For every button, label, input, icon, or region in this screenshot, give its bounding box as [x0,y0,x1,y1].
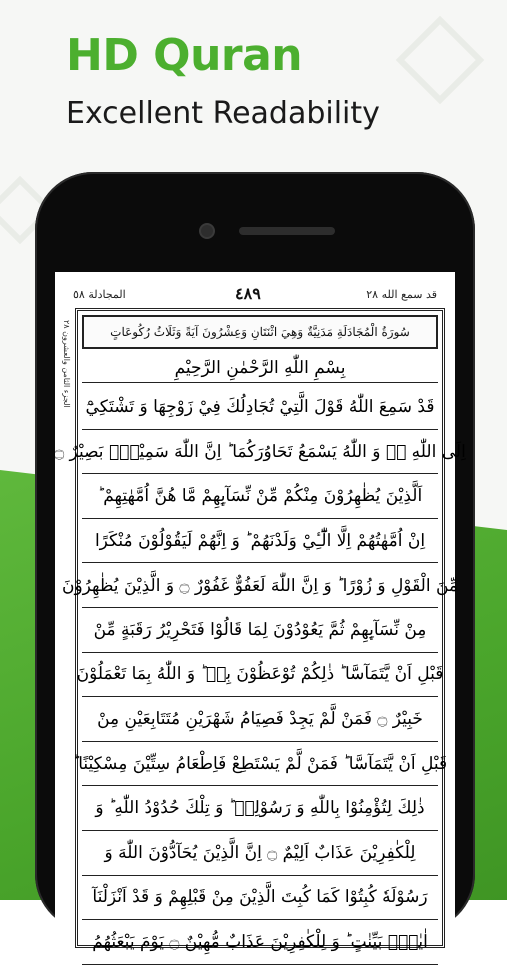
verse-line: قَبْلِ اَنْ يَّتَمَآسَّا ؕ فَمَنْ لَّمْ يَسْتَطِعْ فَاِطْعَامُ سِتِّيْنَ مِسْكِيْنًا ؕ [82,742,438,787]
camera-dot [199,223,215,239]
verse-lines [54,385,466,965]
verse-line: اِنْ اُمَّهٰتُهُمْ اِلَّا الّٰٓـِٔيْ وَلَدْنَهُمْ ؕ وَ اِنَّهُمْ لَيَقُوْلُوْنَ مُنْكَرًا [82,519,438,564]
surah-title-box: سُورَةُ الْمُجَادَلَةِ مَدَنِيَّةٌ وَهِيَ اثْنَتَانِ وَعِشْرُونَ آيَةً وَثَلَاثُ رُكُوعَاتٍ [82,315,438,349]
page-number: ٤٨٩ [235,284,261,303]
speaker-grille [239,227,335,235]
surah-name-label: المجادلة ٥٨ [73,288,126,301]
verse-line: اَلَّذِيْنَ يُظٰهِرُوْنَ مِنْكُمْ مِّنْ نِّسَآىِٕهِمْ مَّا هُنَّ اُمَّهٰتِهِمْ ؕ [82,474,438,519]
verse-line: ذٰلِكَ لِتُؤْمِنُوْا بِاللّٰهِ وَ رَسُوْلِهٖ ؕ وَ تِلْكَ حُدُوْدُ اللّٰهِ ؕ وَ [82,786,438,831]
hero-title: HD Quran [66,30,303,81]
verse-line: قَدْ سَمِعَ اللّٰهُ قَوْلَ الَّتِيْ تُجَادِلُكَ فِيْ زَوْجِهَا وَ تَشْتَكِيْٓ [82,385,438,430]
phone-mockup [35,172,475,953]
quran-page-screen[interactable] [54,272,466,953]
verse-line: قَبْلِ اَنْ يَّتَمَآسَّا ؕ ذٰلِكُمْ تُوْعَظُوْنَ بِهٖ ؕ وَ اللّٰهُ بِمَا تَعْمَلُوْنَ [82,653,438,698]
juz-label: قد سمع الله ٢٨ [366,288,437,301]
page-header [55,284,455,306]
bismillah-line: بِسْمِ اللّٰهِ الرَّحْمٰنِ الرَّحِيْمِ [82,353,438,383]
verse-line: مِنْ نِّسَآىِٕهِمْ ثُمَّ يَعُوْدُوْنَ لِمَا قَالُوْا فَتَحْرِيْرُ رَقَبَةٍ مِّنْ [82,608,438,653]
verse-line: اٰيٰتٍۭ بَيِّنٰتٍ ؕ وَ لِلْكٰفِرِيْنَ عَذَابٌ مُّهِيْنٌ ۝ يَوْمَ يَبْعَثُهُمُ [82,920,438,965]
verse-line: اِلَى اللّٰهِ ۖۗ وَ اللّٰهُ يَسْمَعُ تَحَاوُرَكُمَا ؕ اِنَّ اللّٰهَ سَمِيْعٌۢ بَصِيْرٌ ۝ [82,430,438,475]
verse-line: رَسُوْلَهٗ كُبِتُوْا كَمَا كُبِتَ الَّذِيْنَ مِنْ قَبْلِهِمْ وَ قَدْ اَنْزَلْنَآ [82,876,438,921]
margin-note: الجزء الثامن والعشرون ٢٨ [62,320,71,408]
verse-line: لِلْكٰفِرِيْنَ عَذَابٌ اَلِيْمٌ ۝ اِنَّ الَّذِيْنَ يُحَآدُّوْنَ اللّٰهَ وَ [82,831,438,876]
hero-subtitle: Excellent Readability [66,96,380,131]
verse-line: خَبِيْرٌ ۝ فَمَنْ لَّمْ يَجِدْ فَصِيَامُ شَهْرَيْنِ مُتَتَابِعَيْنِ مِنْ [82,697,438,742]
verse-line: مِّنَ الْقَوْلِ وَ زُوْرًا ؕ وَ اِنَّ اللّٰهَ لَعَفُوٌّ غَفُوْرٌ ۝ وَ الَّذِيْنَ يُظٰهِرُوْنَ [82,563,438,608]
